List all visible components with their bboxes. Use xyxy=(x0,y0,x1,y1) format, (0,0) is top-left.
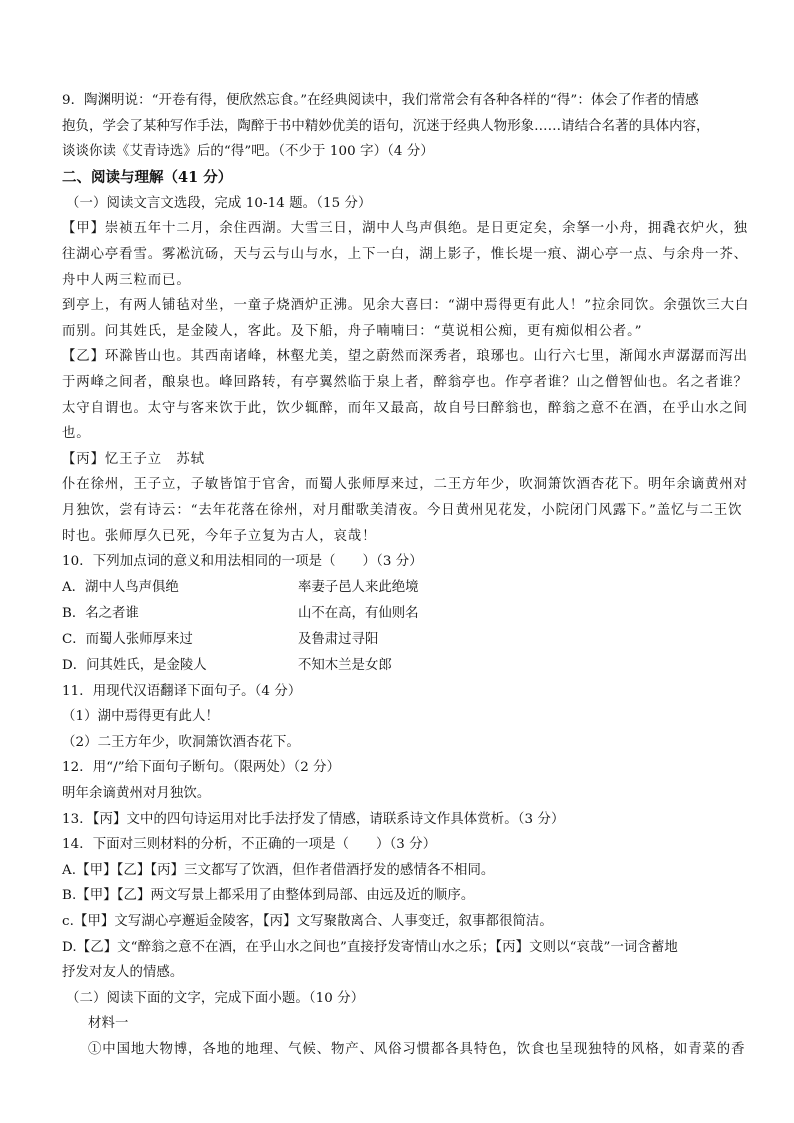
q10-option-a-left: A．湖中人鸟声俱绝 xyxy=(62,579,179,595)
q11-item-1: （1）湖中焉得更有此人！ xyxy=(62,709,220,725)
q10-option-b xyxy=(62,601,738,627)
jia-line-5: 而别。问其姓氏，是金陵人，客此。及下船，舟子喃喃曰：“莫说相公痴，更有痴似相公者。” xyxy=(62,323,643,339)
q10-option-c-left: C．而蜀人张师厚来过 xyxy=(62,631,193,647)
q10-option-d-right: 不知木兰是女郎 xyxy=(298,657,392,673)
yi-line-4: 也。 xyxy=(62,426,91,442)
q12-sentence: 明年余谪黄州对月独饮。 xyxy=(62,786,211,802)
q10-option-c xyxy=(62,627,738,653)
q14-option-d-line-2: 抒发对友人的情感。 xyxy=(62,965,184,981)
q13-stem: 13．【丙】文中的四句诗运用对比手法抒发了情感，请联系诗文作具体赏析。（3 分） xyxy=(62,811,565,827)
q12-stem: 12．用“/”给下面句子断句。（限两处）（2 分） xyxy=(62,760,341,776)
q14-option-d-line-1: D.【乙】文“醉翁之意不在酒，在乎山水之间也”直接抒发寄情山水之乐；【丙】文则以“哀哉”一词含蓄地 xyxy=(62,939,678,955)
yi-line-3: 太守自谓也。太守与客来饮于此，饮少辄醉，而年又最高，故自号曰醉翁也，醉翁之意不在酒，在乎山水之间 xyxy=(62,400,748,416)
q14-option-b: B.【甲】【乙】两文写景上都采用了由整体到局部、由远及近的顺序。 xyxy=(62,888,475,904)
q14-option-c: c.【甲】文写湖心亭邂逅金陵客，【丙】文写聚散离合、人事变迁，叙事都很简洁。 xyxy=(62,914,553,930)
q10-option-a-right: 率妻子邑人来此绝境 xyxy=(298,579,419,595)
q10-option-b-right: 山不在高，有仙则名 xyxy=(298,605,419,621)
bing-title: 【丙】忆王子立 苏轼 xyxy=(62,451,205,467)
q11-item-2: （2）二王方年少，吹洞箫饮酒杏花下。 xyxy=(62,734,300,750)
q10-option-a xyxy=(62,575,738,601)
jia-line-3: 舟中人两三粒而已。 xyxy=(62,272,191,288)
material-1-title: 材料一 xyxy=(88,1016,129,1032)
exam-page xyxy=(62,88,750,1063)
q14-stem: 14．下面对三则材料的分析，不正确的一项是（ ）（3 分） xyxy=(62,837,437,853)
q9-line-1: 9．陶渊明说：“开卷有得，便欣然忘食。”在经典阅读中，我们常常会有各种各样的“得”：体会了作者的情感 xyxy=(62,93,699,108)
q9-line-3: 谈谈你读《艾青诗选》后的“得”吧。（不少于 100 字）（4 分） xyxy=(62,144,434,160)
material-1-para-1: ①中国地大物博，各地的地理、气候、物产、风俗习惯都各具特色，饮食也呈现独特的风格，如青菜的香 xyxy=(88,1042,746,1057)
q10-option-d xyxy=(62,653,738,679)
yi-line-1: 【乙】环滁皆山也。其西南诸峰，林壑尤美，望之蔚然而深秀者，琅琊也。山行六七里，渐闻水声潺潺而泻出 xyxy=(62,349,748,365)
part-1-intro: （一）阅读文言文选段，完成 10-14 题。（15 分） xyxy=(66,195,372,211)
part-2-intro: （二）阅读下面的文字，完成下面小题。（10 分） xyxy=(66,990,365,1006)
jia-line-1: 【甲】崇祯五年十二月，余住西湖。大雪三日，湖中人鸟声俱绝。是日更定矣，余拏一小舟，拥毳衣炉火，独 xyxy=(62,221,748,237)
q10-option-d-left: D．问其姓氏，是金陵人 xyxy=(62,657,207,673)
bing-line-2: 月独饮，尝有诗云：“去年花落在徐州，对月酣歌美清夜。今日黄州见花发，小院闭门风露下。”盖忆与二王饮 xyxy=(62,502,743,518)
jia-line-4: 到亭上，有两人铺毡对坐，一童子烧酒炉正沸。见余大喜曰：“湖中焉得更有此人！”拉余同饮。余强饮三大白 xyxy=(62,298,750,314)
q10-option-c-right: 及鲁肃过寻阳 xyxy=(298,631,379,647)
q10-stem: 10．下列加点词的意义和用法相同的一项是（ ）（3 分） xyxy=(62,554,423,570)
bing-line-3: 时也。张师厚久已死，今年子立复为古人，哀哉！ xyxy=(62,528,377,544)
jia-line-2: 往湖心亭看雪。雾凇沆砀，天与云与山与水，上下一白，湖上影子，惟长堤一痕、湖心亭一点、与余舟一芥、 xyxy=(62,246,748,262)
q11-stem: 11．用现代汉语翻译下面句子。（4 分） xyxy=(62,683,302,699)
q14-option-a: A.【甲】【乙】【丙】三文都写了饮酒，但作者借酒抒发的感情各不相同。 xyxy=(62,862,495,878)
bing-line-1: 仆在徐州，王子立，子敏皆馆于官舍，而蜀人张师厚来过，二王方年少，吹洞箫饮酒杏花下。明年余谪黄州对 xyxy=(62,477,748,493)
q10-option-b-left: B．名之者谁 xyxy=(62,605,139,621)
q9-line-2: 抱负，学会了某种写作手法，陶醉于书中精妙优美的语句，沉迷于经典人物形象……请结合名著的具体内容， xyxy=(62,118,710,134)
section-2-heading: 二、阅读与理解（41 分） xyxy=(62,168,233,186)
yi-line-2: 于两峰之间者，酿泉也。峰回路转，有亭翼然临于泉上者，醉翁亭也。作亭者谁？山之僧智仙也。名之者谁？ xyxy=(62,374,748,390)
